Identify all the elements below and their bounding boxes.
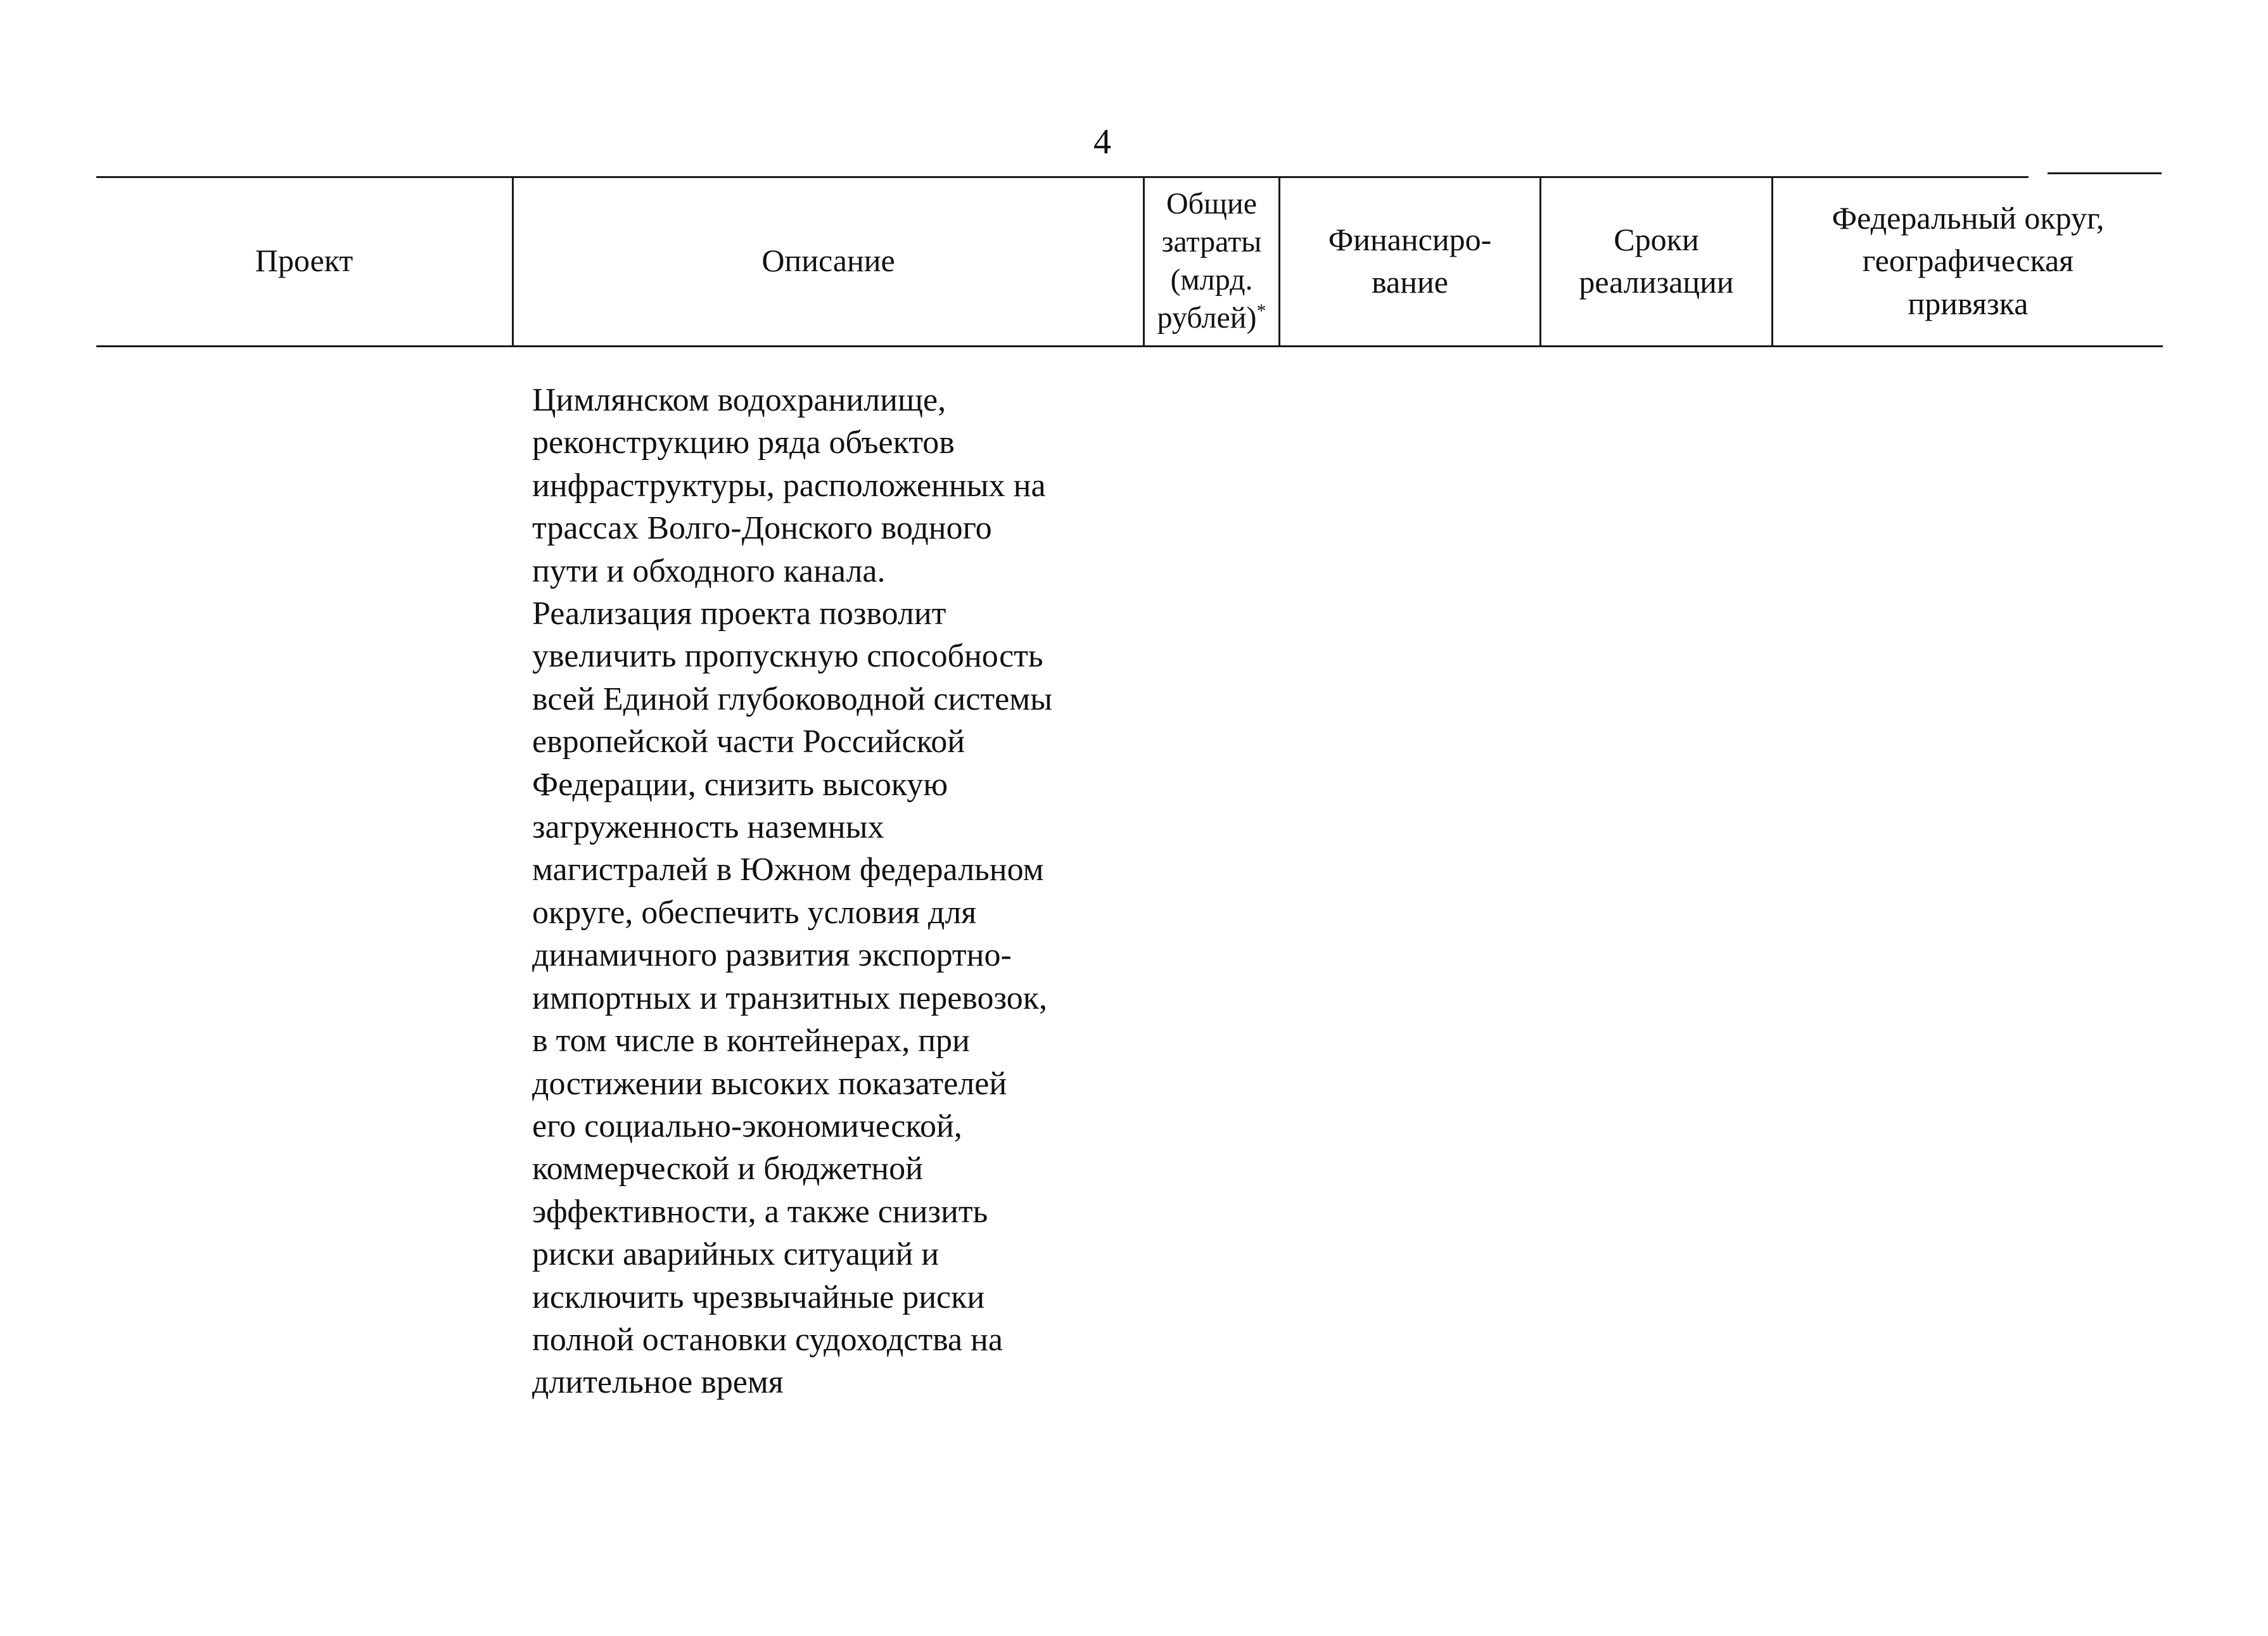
description-line: Федерации, снизить высокую [532,766,948,803]
description-line: реконструкцию ряда объектов [532,425,955,461]
header-district-line: географическая [1862,243,2074,279]
description-line: импортных и транзитных перевозок, [532,980,1048,1016]
description-line: инфраструктуры, расположенных на [532,467,1046,504]
header-terms-line: Сроки [1614,221,1699,257]
header-financing-line: вание [1372,264,1448,300]
header-financing [1280,176,1539,346]
description-cell [532,379,1140,1404]
header-costs [1145,176,1278,346]
description-line: Реализация проекта позволит [532,596,946,632]
description-line: всей Единой глубоководной системы [532,681,1053,717]
description-line: полной остановки судоходства на [532,1321,1003,1358]
description-line: риски аварийных ситуаций и [532,1236,940,1273]
header-terms [1541,176,1771,346]
description-line: округе, обеспечить условия для [532,894,977,931]
description-line: в том числе в контейнерах, при [532,1023,970,1059]
description-line: эффективности, а также снизить [532,1193,988,1230]
footnote-mark: * [1256,300,1266,321]
header-costs-line: затраты [1161,225,1262,259]
description-line: пути и обходного канала. [532,553,886,589]
header-terms-line: реализации [1579,264,1734,300]
description-line: коммерческой и бюджетной [532,1151,923,1187]
description-line: длительное время [532,1364,784,1401]
description-line: его социально-экономической, [532,1108,962,1144]
header-description-label: Описание [761,243,895,279]
description-line: европейской части Российской [532,724,965,760]
description-line: трассах Волго-Донского водного [532,510,992,547]
header-description [514,176,1143,346]
header-costs-line: Общие [1166,187,1258,220]
description-line: увеличить пропускную способность [532,638,1043,675]
description-line: достижении высоких показателей [532,1065,1007,1102]
header-project-label: Проект [255,243,354,279]
description-line: Цимлянском водохранилище, [532,382,946,418]
description-line: динамичного развития экспортно- [532,937,1012,974]
header-costs-line: (млрд. [1170,263,1253,297]
header-financing-line: Финансиро- [1328,221,1492,257]
page-number: 4 [1093,122,1111,162]
description-line: загруженность наземных [532,809,884,846]
header-district-line: Федеральный округ, [1832,200,2105,236]
header-district [1773,176,2163,346]
header-project [96,176,512,346]
header-costs-line: рублей) [1157,301,1257,335]
table-top-border-right [2048,172,2162,174]
header-district-line: привязка [1908,285,2029,321]
description-line: исключить чрезвычайные риски [532,1279,985,1315]
description-line: магистралей в Южном федеральном [532,852,1044,888]
